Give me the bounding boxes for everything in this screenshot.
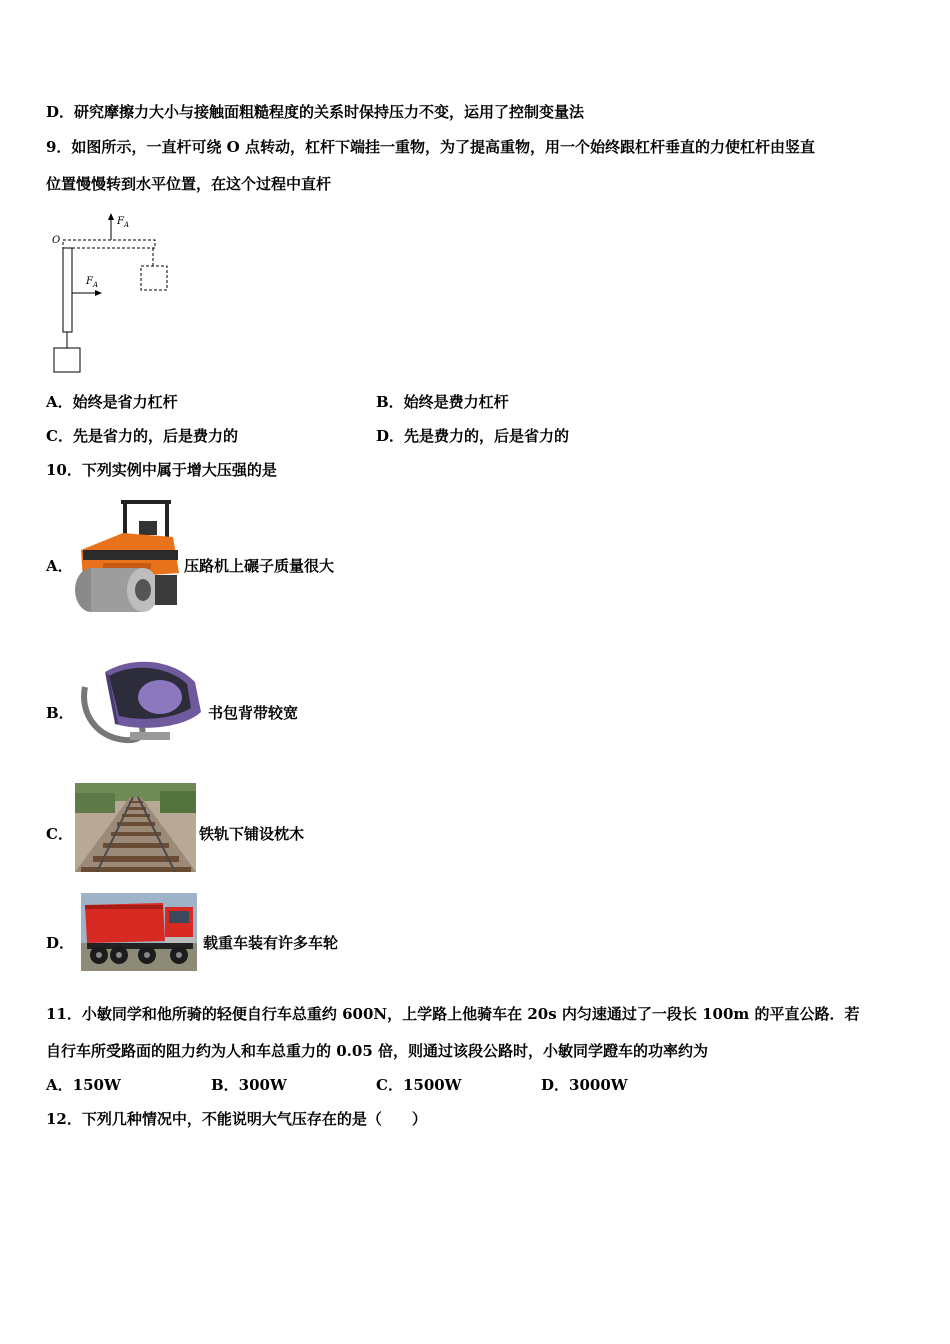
q9-stem-line2: 位置慢慢转到水平位置，在这个过程中直杆 xyxy=(46,175,332,193)
q11-option-c: C．1500W xyxy=(376,1076,462,1094)
q10-option-b-letter: B． xyxy=(46,704,74,722)
q11-option-b: B．300W xyxy=(211,1076,287,1094)
q10-option-c-letter: C． xyxy=(46,825,73,843)
lever-diagram xyxy=(46,210,176,378)
q10-option-d-text: 载重车装有许多车轮 xyxy=(203,934,339,952)
backpack-image xyxy=(75,652,205,746)
q9-stem-line1: 9．如图所示，一直杆可绕 O 点转动，杠杆下端挂一重物，为了提高重物，用一个始终跟杠杆垂直的力使杠杆由竖直 xyxy=(46,138,815,156)
q11-stem-line2: 自行车所受路面的阻力约为人和车总重力的 0.05 倍，则通过该段公路时，小敏同学蹬车的功率约为 xyxy=(46,1042,708,1060)
q9-option-b: B．始终是费力杠杆 xyxy=(376,393,509,411)
q10-option-c-text: 铁轨下铺设枕木 xyxy=(199,825,305,843)
road-roller-image xyxy=(73,495,183,617)
force-label-top: $F_A$ xyxy=(117,216,130,229)
dump-truck-image xyxy=(81,893,197,971)
q8-option-d: D．研究摩擦力大小与接触面粗糙程度的关系时保持压力不变，运用了控制变量法 xyxy=(46,103,585,121)
q10-option-a-text: 压路机上碾子质量很大 xyxy=(184,557,335,575)
q10-option-a-letter: A． xyxy=(46,557,73,575)
q10-option-d-letter: D． xyxy=(46,934,75,952)
force-label-side: $F_A$ xyxy=(86,276,99,289)
q9-option-a: A．始终是省力杠杆 xyxy=(46,393,178,411)
q10-option-b-text: 书包背带较宽 xyxy=(208,704,299,722)
q11-stem-line1: 11．小敏同学和他所骑的轻便自行车总重约 600N，上学路上他骑车在 20s 内匀速通过了一段长 100m 的平直公路．若 xyxy=(46,1005,860,1023)
railway-track-image xyxy=(75,783,196,872)
q10-stem: 10．下列实例中属于增大压强的是 xyxy=(46,461,277,479)
pivot-o-label: O xyxy=(52,235,61,246)
q9-option-d: D．先是费力的，后是省力的 xyxy=(376,427,570,445)
q11-option-d: D．3000W xyxy=(541,1076,628,1094)
q9-option-c: C．先是省力的，后是费力的 xyxy=(46,427,238,445)
q12-stem: 12．下列几种情况中，不能说明大气压存在的是（ ） xyxy=(46,1110,427,1128)
q11-option-a: A．150W xyxy=(46,1076,121,1094)
